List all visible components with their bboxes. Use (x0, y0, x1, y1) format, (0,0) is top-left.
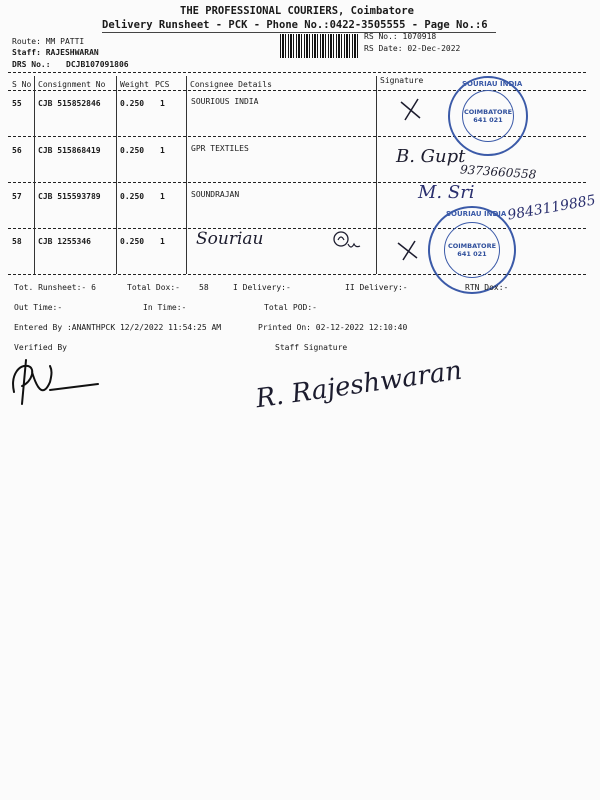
column-divider (186, 76, 187, 274)
row-pcs: 1 (160, 237, 165, 246)
rs-number: RS No.: 1070918 (364, 32, 437, 41)
handwritten-phone: 9373660558 (459, 162, 537, 182)
rs-date: RS Date: 02-Dec-2022 (364, 44, 461, 53)
total-runsheet: Tot. Runsheet:- 6 (14, 283, 96, 292)
total-pod: Total POD:- (264, 303, 317, 312)
row-sno: 57 (12, 192, 22, 201)
header-consignee: Consignee Details (190, 80, 272, 89)
row-pcs: 1 (160, 99, 165, 108)
drs-label: DRS No.: (12, 60, 51, 69)
handwritten-signature: B. Gupt (396, 146, 466, 167)
in-time: In Time:- (143, 303, 187, 312)
ii-delivery: II Delivery:- (345, 283, 408, 292)
row-consignment: CJB 515593789 (38, 192, 101, 201)
row-weight: 0.250 (120, 192, 145, 201)
handwritten-consignee: Souriau (196, 229, 264, 249)
handwritten-signature: M. Sri (418, 182, 475, 203)
total-dox-value: 58 (199, 283, 209, 292)
row-weight: 0.250 (120, 237, 145, 246)
subtitle-underline (102, 32, 496, 33)
row-consignee: GPR TEXTILES (191, 144, 249, 153)
signature-mark (395, 238, 421, 262)
barcode (280, 34, 358, 58)
out-time: Out Time:- (14, 303, 63, 312)
i-delivery: I Delivery:- (233, 283, 291, 292)
header-pcs: PCS (155, 80, 170, 89)
header-signature: Signature (380, 76, 424, 85)
row-weight: 0.250 (120, 146, 145, 155)
handwritten-initials (330, 228, 366, 254)
handwritten-phone: 9843119885 (506, 192, 597, 224)
header-sno: S No (12, 80, 32, 89)
row-sno: 55 (12, 99, 22, 108)
rtn-dox: RTN Dox:- (465, 283, 509, 292)
row-separator (8, 182, 586, 183)
total-dox-label: Total Dox:- (127, 283, 180, 292)
runsheet-subtitle: Delivery Runsheet - PCK - Phone No.:0422-3505555 - Page No.:6 (102, 19, 488, 31)
row-sno: 58 (12, 237, 22, 246)
row-sno: 56 (12, 146, 22, 155)
row-pcs: 1 (160, 192, 165, 201)
row-consignment: CJB 515868419 (38, 146, 101, 155)
column-divider (116, 76, 117, 274)
column-divider (376, 76, 377, 274)
table-top-line (8, 72, 586, 73)
row-weight: 0.250 (120, 99, 145, 108)
route-label: Route: MM PATTI (12, 37, 85, 46)
column-divider (34, 76, 35, 274)
verifier-signature (6, 352, 106, 412)
company-stamp: COIMBATORE 641 021 SOURIAU INDIA (448, 76, 528, 156)
staff-signature-label: Staff Signature (275, 343, 348, 352)
signature-mark (398, 96, 424, 122)
header-weight: Weight (120, 80, 149, 89)
header-consignment: Consignment No (38, 80, 106, 89)
row-consignee: SOUNDRAJAN (191, 190, 240, 199)
entered-by: Entered By :ANANTHPCK 12/2/2022 11:54:25 AM (14, 323, 222, 332)
printed-on: Printed On: 02-12-2022 12:10:40 (258, 323, 408, 332)
row-pcs: 1 (160, 146, 165, 155)
row-consignee: SOURIOUS INDIA (191, 97, 259, 106)
row-consignment: CJB 1255346 (38, 237, 91, 246)
drs-value: DCJB107091806 (66, 60, 129, 69)
company-title: THE PROFESSIONAL COURIERS, Coimbatore (180, 5, 414, 17)
row-consignment: CJB 515852846 (38, 99, 101, 108)
company-stamp: COIMBATORE 641 021 SOURIAU INDIA (428, 206, 516, 294)
staff-label: Staff: RAJESHWARAN (12, 48, 99, 57)
staff-handwritten-signature: R. Rajeshwaran (253, 355, 464, 415)
verified-by-label: Verified By (14, 343, 67, 352)
